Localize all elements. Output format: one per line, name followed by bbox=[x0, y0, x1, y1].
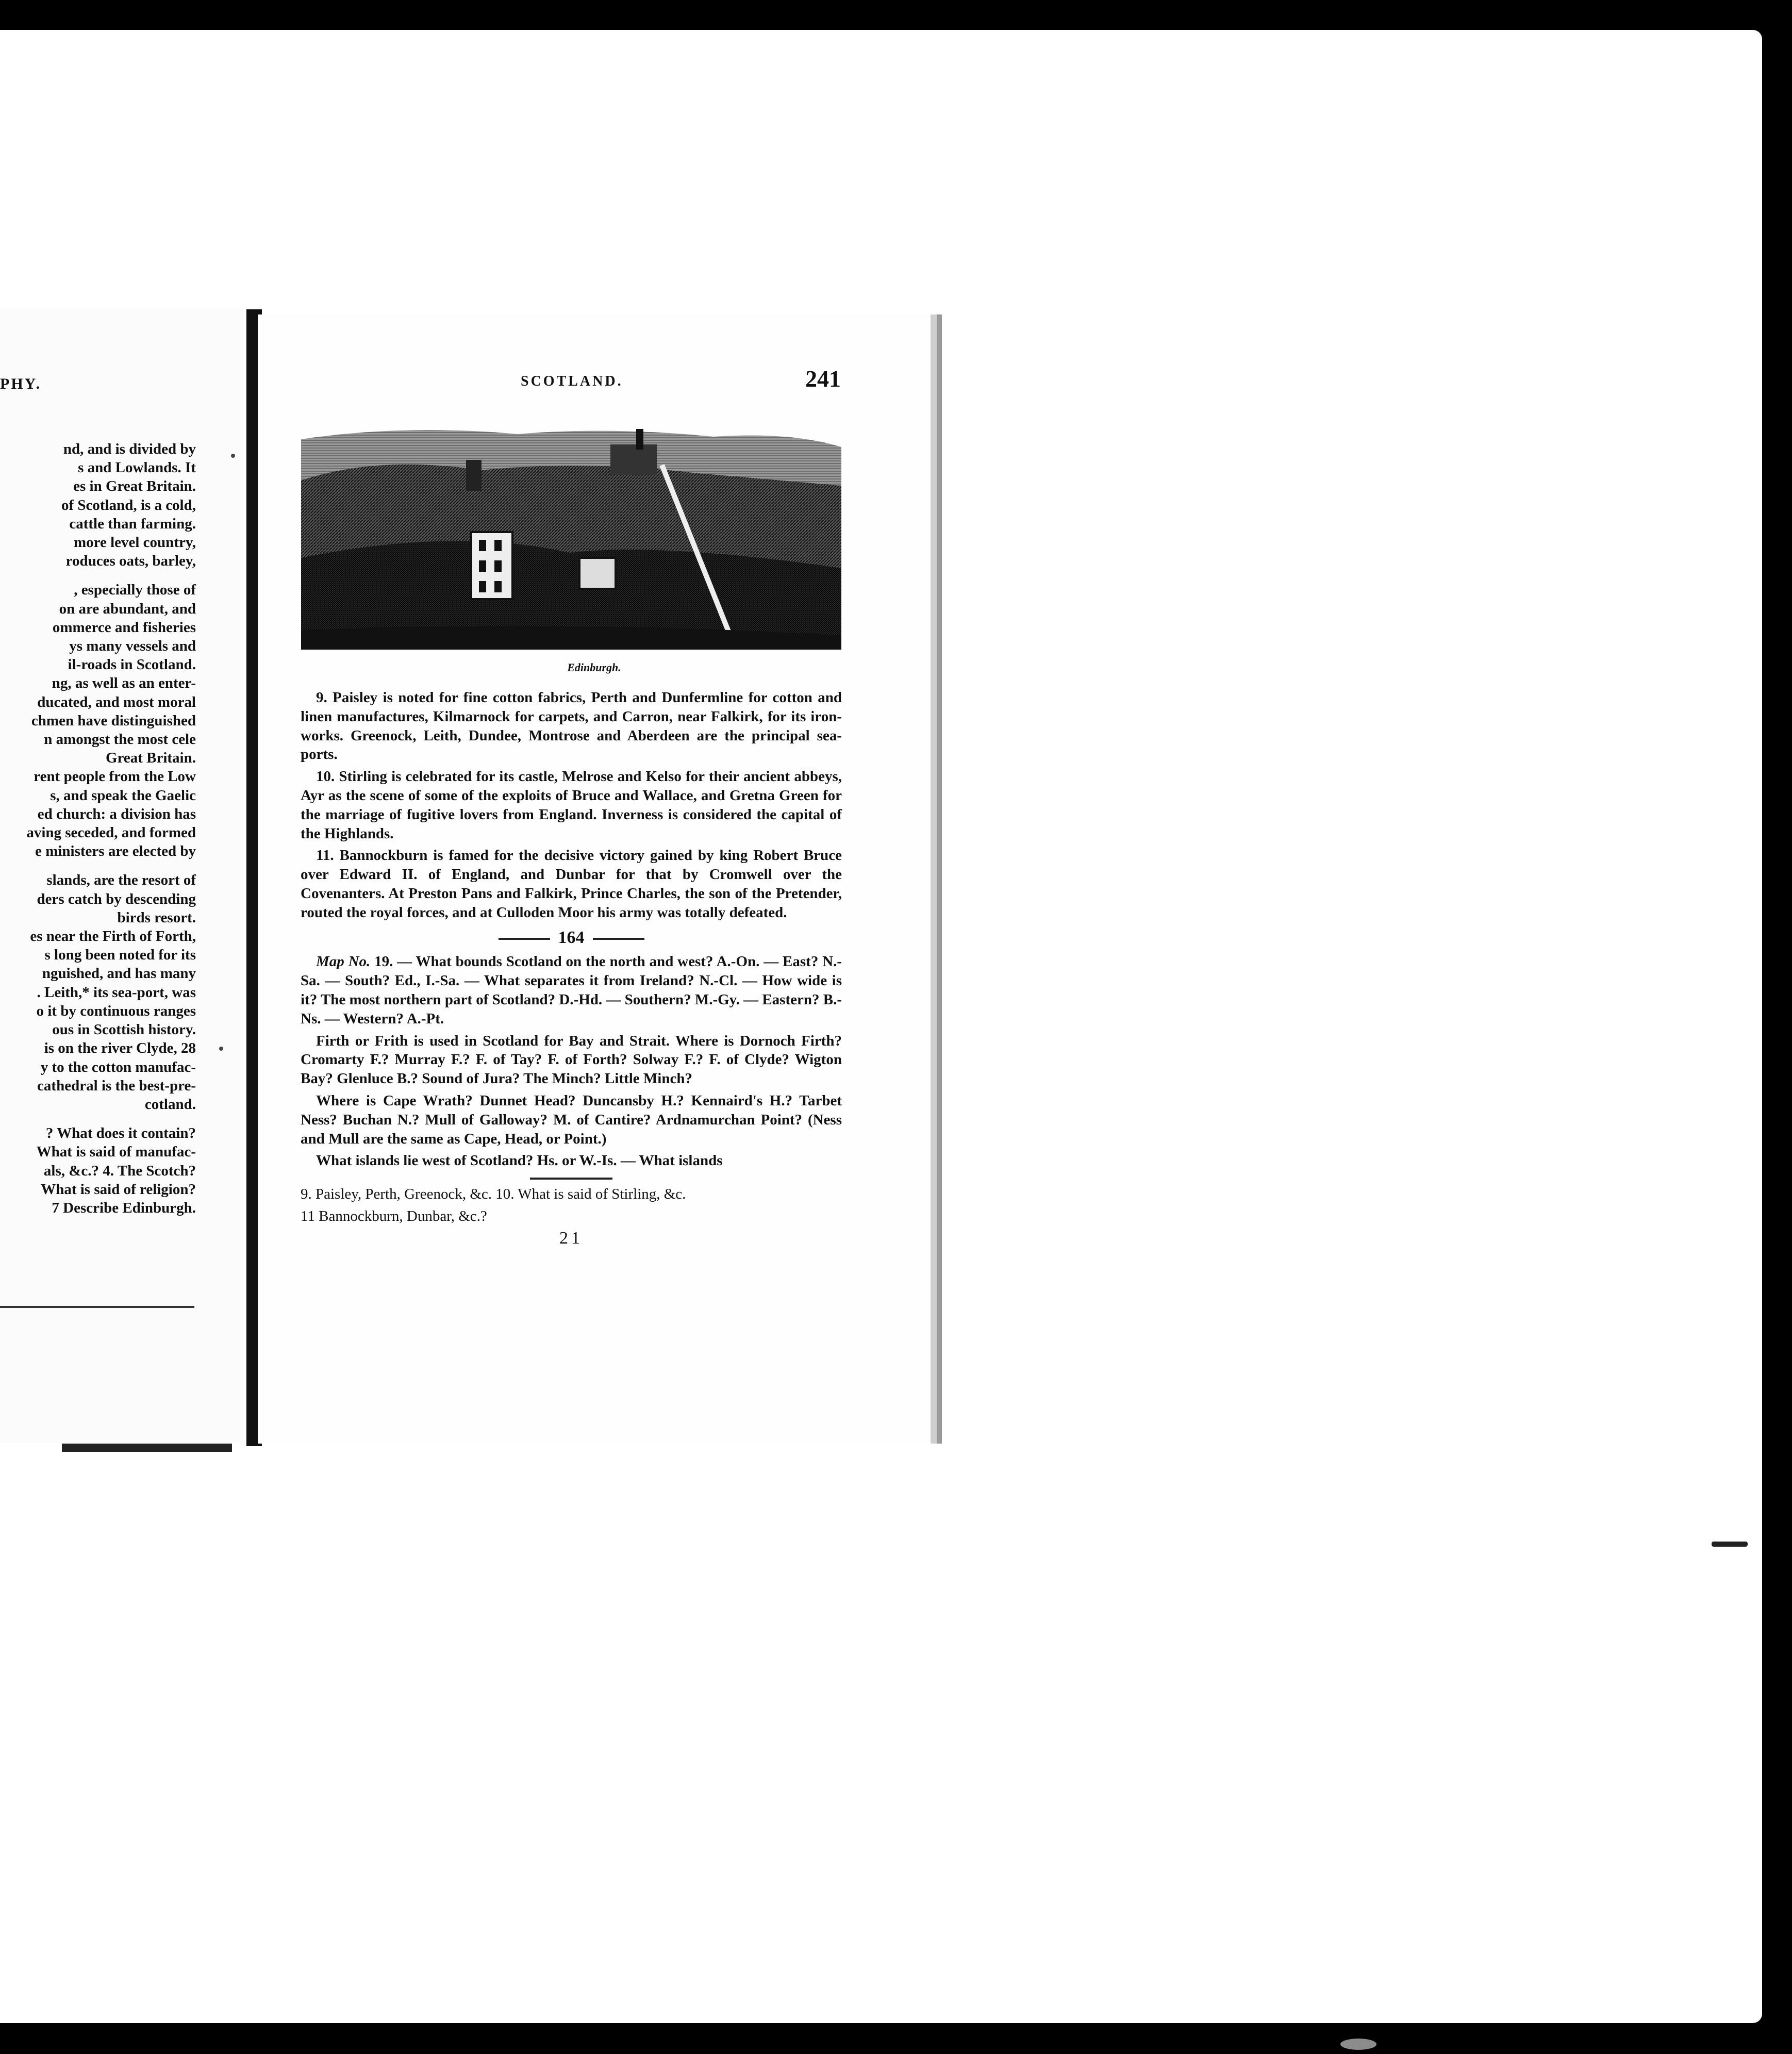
left-text-line: birds resort. bbox=[117, 909, 196, 926]
left-text-line: es in Great Britain. bbox=[73, 478, 196, 495]
paragraph-gap bbox=[0, 860, 196, 871]
left-running-head: PHY. bbox=[0, 375, 42, 392]
paragraph-11: 11. Bannockburn is famed for the decisive victory gained by king Robert Bruce over Edward II. of England, and Dunbar for that by Cromwell over the Covenanters. At Preston Pans and Falkirk, Prince Charles, the son of the Pretender, routed the royal forces, and at Culloden Moor his army was totally defeated. bbox=[301, 847, 842, 921]
left-text-line: rent people from the Low bbox=[34, 768, 196, 785]
left-text-line: What is said of religion? bbox=[41, 1181, 196, 1198]
left-text-line: nd, and is divided by bbox=[63, 441, 196, 457]
question-capes: Where is Cape Wrath? Dunnet Head? Duncansby H.? Kennaird's H.? Tarbet Ness? Buchan N.? Mull of Galloway? M. of Cantire? Ardnamurchan Point? (Ness and Mull are the same as Cape, Head, or Point.) bbox=[301, 1092, 842, 1147]
left-text-line: ducated, and most moral bbox=[37, 693, 196, 710]
paragraph-gap bbox=[0, 570, 196, 581]
paragraph-9: 9. Paisley is noted for fine cotton fabrics, Perth and Dunfermline for cotton and linen manufactures, Kilmarnock for carpets, and Carron, near Falkirk, for its iron-works. Greenock, Leith, Dundee, Montrose and Aberdeen are the principal sea-ports. bbox=[301, 689, 842, 763]
left-text-line: Great Britain. bbox=[105, 750, 196, 767]
margin-dot bbox=[219, 1047, 223, 1051]
left-text-line: ders catch by descending bbox=[37, 890, 196, 907]
left-text-line: What is said of manufac- bbox=[36, 1144, 196, 1161]
left-text-line: n amongst the most cele bbox=[44, 731, 196, 748]
left-text-line: als, &c.? 4. The Scotch? bbox=[43, 1162, 196, 1179]
page-number: 241 bbox=[805, 366, 841, 392]
signature-mark: 21 bbox=[559, 1228, 583, 1248]
paragraph-gap bbox=[0, 1114, 196, 1124]
footnote-line: 11 Bannockburn, Dunbar, &c.? bbox=[301, 1207, 487, 1224]
body-text bbox=[301, 688, 842, 1248]
illustration-caption: Edinburgh. bbox=[567, 661, 621, 674]
section-number: 164 bbox=[301, 929, 842, 948]
left-text-line: slands, are the resort of bbox=[46, 872, 196, 889]
left-text-line: s, and speak the Gaelic bbox=[50, 787, 196, 804]
margin-dot bbox=[231, 454, 235, 458]
left-text-line: more level country, bbox=[73, 534, 196, 551]
left-text-line: cathedral is the best-pre- bbox=[37, 1077, 196, 1094]
edinburgh-engraving bbox=[301, 424, 841, 650]
left-page-text bbox=[0, 440, 196, 1217]
question-map-bounds: Map No. 19. — What bounds Scotland on the north and west? A.-On. — East? N.-Sa. — South? Ed., I.-Sa. — What separates it from Ireland? N.-Cl. — How wide is it? The most northern part of Scotland? D.-Hd. — Southern? M.-Gy. — Eastern? B.-Ns. — Western? A.-Pt. bbox=[301, 953, 842, 1027]
left-text-line: s long been noted for its bbox=[44, 947, 196, 964]
left-text-line: chmen have distinguished bbox=[31, 712, 196, 729]
left-text-line: ommerce and fisheries bbox=[52, 619, 196, 636]
left-text-line: roduces oats, barley, bbox=[65, 553, 196, 570]
left-text-line: nguished, and has many bbox=[42, 965, 196, 982]
left-text-line: , especially those of bbox=[74, 582, 196, 599]
left-text-line: cotland. bbox=[144, 1096, 196, 1113]
left-text-line: s and Lowlands. It bbox=[78, 459, 196, 476]
left-text-line: . Leith,* its sea-port, was bbox=[37, 984, 196, 1001]
left-page-rule bbox=[0, 1306, 194, 1308]
left-text-line: o it by continuous ranges bbox=[36, 1002, 196, 1019]
footnotes bbox=[301, 1185, 842, 1226]
left-text-line: ys many vessels and bbox=[69, 638, 196, 655]
left-text-line: cattle than farming. bbox=[69, 515, 196, 532]
left-text-line: es near the Firth of Forth, bbox=[30, 928, 196, 945]
film-mark-right bbox=[1712, 1542, 1748, 1547]
left-text-line: ous in Scottish history. bbox=[52, 1021, 196, 1038]
left-text-line: il-roads in Scotland. bbox=[68, 656, 196, 673]
question-islands: What islands lie west of Scotland? Hs. or W.-Is. — What islands bbox=[316, 1152, 723, 1169]
left-text-line: y to the cotton manufac- bbox=[40, 1058, 196, 1075]
left-text-line: ng, as well as an enter- bbox=[52, 675, 196, 692]
left-text-line: on are abundant, and bbox=[59, 600, 196, 617]
question-firths: Firth or Frith is used in Scotland for Bay and Strait. Where is Dornoch Firth? Cromarty F.? Murray F.? F. of Tay? F. of Forth? Solway F.? F. of Clyde? Wigton Bay? Glenluce B.? Sound of Jura? The Minch? Little Minch? bbox=[301, 1032, 842, 1087]
right-page bbox=[258, 314, 931, 1444]
left-text-line: is on the river Clyde, 28 bbox=[44, 1040, 196, 1057]
footnote-line: 9. Paisley, Perth, Greenock, &c. 10. What is said of Stirling, &c. bbox=[301, 1186, 686, 1203]
left-text-line: e ministers are elected by bbox=[35, 843, 196, 860]
left-text-line: aving seceded, and formed bbox=[26, 824, 196, 841]
footnote-rule bbox=[530, 1178, 612, 1180]
left-text-line: ed church: a division has bbox=[37, 805, 196, 822]
film-mark bbox=[1340, 2039, 1376, 2050]
paragraph-10: 10. Stirling is celebrated for its castle, Melrose and Kelso for their ancient abbeys, Ayr as the scene of some of the exploits of Bruce and Wallace, and Gretna Green for the marriage of fugitive lovers from England. Inverness is considered the capital of the Highlands. bbox=[301, 768, 842, 842]
left-text-line: 7 Describe Edinburgh. bbox=[52, 1199, 196, 1216]
left-page-shadow bbox=[62, 1444, 232, 1452]
left-text-line: ? What does it contain? bbox=[45, 1125, 196, 1142]
left-text-line: of Scotland, is a cold, bbox=[61, 496, 196, 514]
left-page bbox=[0, 308, 243, 1443]
running-title: SCOTLAND. bbox=[521, 373, 623, 389]
